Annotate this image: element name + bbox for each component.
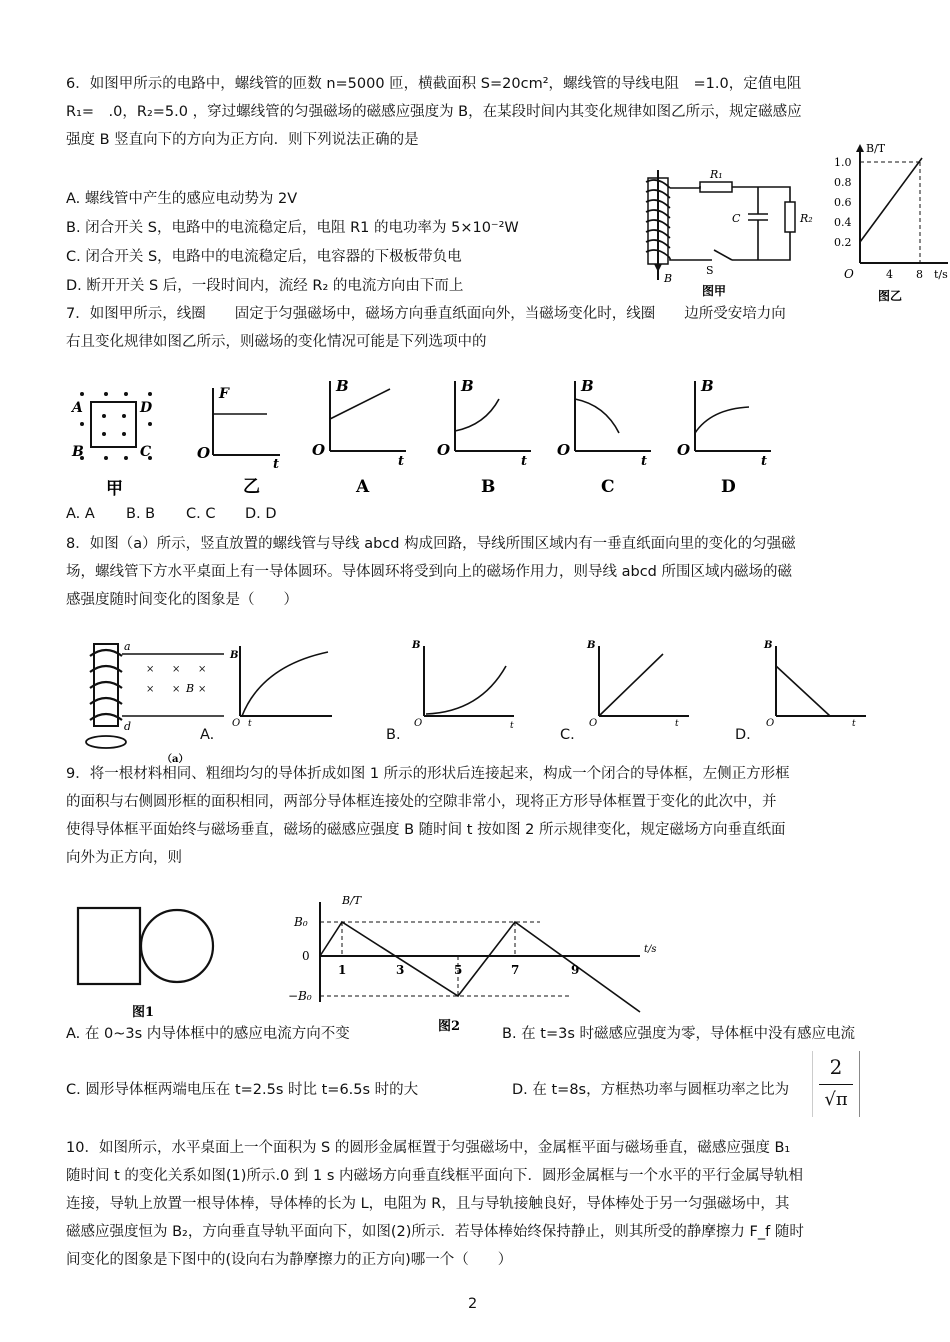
q9-xtick-3: 3: [396, 963, 405, 977]
q9-xtick-5: 5: [454, 963, 463, 977]
q8-d-o: O: [766, 718, 775, 729]
q6-xtick-4: 4: [886, 268, 893, 281]
svg-text:×: ×: [172, 664, 181, 675]
q8-option-a[interactable]: A.: [200, 727, 215, 743]
q7-option-d[interactable]: D. D: [245, 506, 277, 522]
q7-label-c: C: [601, 477, 615, 497]
q8-line2: 场，螺线管下方水平桌面上有一导体圆环。导体圆环将受到向上的磁场作用力，则导线 abcd 所围区域内磁场的磁: [66, 564, 792, 580]
q10-line3: 连接，导轨上放置一根导体棒，导体棒的长为 L，电阻为 R，且与导轨接触良好，导体棒处于另一匀强磁场中，其: [66, 1196, 790, 1212]
q9-fig2-graph: [280, 892, 675, 1042]
q8-a-t: t: [248, 719, 252, 729]
q7-corner-a: A: [72, 400, 83, 416]
q7-option-a-graph: [310, 375, 410, 500]
q6-c-label: C: [732, 212, 741, 225]
svg-text:×: ×: [146, 684, 155, 695]
q6-fig-yi-caption: 图乙: [878, 289, 903, 303]
q9-option-c[interactable]: C. 圆形导体框两端电压在 t=2.5s 时比 t=6.5s 时的大: [66, 1082, 419, 1098]
q6-line3: 强度 B 竖直向下的方向为正方向．则下列说法正确的是: [66, 132, 419, 148]
q10-line2: 随时间 t 的变化关系如图(1)所示.0 到 1 s 内磁场方向垂直线框平面向下．圆形金属框与一个水平的平行金属导轨相: [66, 1168, 803, 1184]
q6-line1: 6．如图甲所示的电路中，螺线管的匝数 n=5000 匝，横截面积 S=20cm²，螺线管的导线电阻 =1.0，定值电阻: [66, 76, 802, 92]
q9-fig2-b0: B₀: [294, 915, 308, 929]
q9-fig1-caption: 图1: [132, 1005, 155, 1020]
q9-line2: 的面积与右侧圆形框的面积相同，两部分导体框连接处的空隙非常小，现将正方形导体框置于变化的此次中，并: [66, 794, 777, 810]
q6-option-d[interactable]: D. 断开开关 S 后，一段时间内，流经 R₂ 的电流方向由下而上: [66, 278, 464, 294]
q9-frac-num: 2: [829, 1055, 843, 1079]
q7-b-o: O: [437, 441, 451, 459]
q6-line2: R₁= .0，R₂=5.0 ，穿过螺线管的匀强磁场的磁感应强度为 B，在某段时间内其变化规律如图乙所示，规定磁感应: [66, 104, 802, 120]
q8-c-o: O: [589, 718, 598, 729]
q7-a-o: O: [312, 441, 326, 459]
q6-ytick-02: 0.2: [834, 236, 852, 249]
q9-option-d[interactable]: D. 在 t=8s，方框热功率与圆框功率之比为: [512, 1082, 790, 1098]
q6-graph-ylabel: B/T: [866, 142, 886, 155]
q9-fig2-zero: 0: [302, 949, 310, 963]
q7-option-c-graph: [555, 375, 655, 500]
q8-line3: 感强度随时间变化的图象是（ ）: [66, 592, 298, 608]
q9-line1: 9．将一根材料相同、粗细均匀的导体折成如图 1 所示的形状后连接起来，构成一个闭合的导体框，左侧正方形框: [66, 766, 790, 782]
q10-line5: 间变化的图象是下图中的(设向右为静摩擦力的正方向)哪一个（ ）: [66, 1252, 513, 1268]
q8-option-d-graph: [762, 636, 872, 729]
q6-ytick-06: 0.6: [834, 196, 852, 209]
q8-d-y: B: [764, 640, 773, 651]
q9-fig2-caption: 图2: [438, 1019, 461, 1034]
q6-ytick-08: 0.8: [834, 176, 852, 189]
q7-line1: 7．如图甲所示，线圈 固定于匀强磁场中，磁场方向垂直纸面向外，当磁场变化时，线圈 边所受安培力向: [66, 306, 786, 322]
q7-d-o: O: [677, 441, 691, 459]
q8-fig-a: [84, 636, 234, 766]
q7-corner-c: C: [140, 444, 152, 460]
q7-fig-jia: [66, 390, 166, 500]
q6-ytick-04: 0.4: [834, 216, 852, 229]
q7-corner-b: B: [72, 444, 84, 460]
q8-stem: [66, 530, 890, 614]
q9-stem: [66, 760, 890, 872]
q7-b-y: B: [461, 377, 474, 395]
q6-r1-label: R₁: [710, 168, 723, 181]
q8-a-o: O: [232, 718, 241, 729]
q9-fig1: [76, 904, 226, 1024]
q8-option-a-graph: [228, 636, 338, 729]
q7-fig-yi: [195, 380, 285, 500]
q8-d-t: t: [852, 719, 856, 729]
q7-yi-t: t: [273, 457, 280, 472]
q8-option-d[interactable]: D.: [735, 727, 751, 743]
q6-option-b[interactable]: B. 闭合开关 S，电路中的电流稳定后，电阻 R1 的电功率为 5×10⁻²W: [66, 220, 519, 236]
q8-option-c-graph: [585, 636, 695, 729]
q8-b-y: B: [412, 640, 421, 651]
q6-circuit-diagram: [640, 160, 830, 300]
q8-option-b[interactable]: B.: [386, 727, 401, 743]
q7-option-a[interactable]: A. A: [66, 506, 95, 522]
q7-b-t: t: [521, 454, 528, 469]
svg-text:×: ×: [172, 684, 181, 695]
q7-c-y: B: [581, 377, 594, 395]
q7-c-t: t: [641, 454, 648, 469]
q9-fig2-xlabel: t/s: [644, 944, 657, 955]
q9-fig2-ylabel: B/T: [342, 894, 362, 907]
q8-d-label: d: [124, 720, 132, 733]
q6-graph-origin: O: [844, 267, 854, 281]
q7-line2: 右且变化规律如图乙所示，则磁场的变化情况可能是下列选项中的: [66, 334, 487, 350]
q8-b-label: B: [186, 682, 195, 695]
q7-option-b-graph: [435, 375, 535, 500]
q9-xtick-1: 1: [338, 963, 347, 977]
q10-line4: 磁感应强度恒为 B₂，方向垂直导轨平面向下，如图(2)所示．若导体棒始终保持静止，则其所受的静摩擦力 F_f 随时: [66, 1224, 804, 1240]
q8-b-t: t: [510, 721, 514, 731]
q7-label-d: D: [721, 477, 736, 497]
q7-stem: [66, 300, 890, 356]
q8-line1: 8．如图（a）所示，竖直放置的螺线管与导线 abcd 构成回路，导线所围区域内有一垂直纸面向里的变化的匀强磁: [66, 536, 796, 552]
q9-xtick-9: 9: [571, 963, 580, 977]
q9-line4: 向外为正方向，则: [66, 850, 182, 866]
q7-d-y: B: [701, 377, 714, 395]
q7-corner-d: D: [140, 400, 153, 416]
q6-xtick-8: 8: [916, 268, 923, 281]
q7-c-o: O: [557, 441, 571, 459]
q10-stem: [66, 1134, 890, 1274]
q6-graph-xlabel: t/s: [934, 268, 948, 281]
q6-ytick-1: 1.0: [834, 156, 852, 169]
q7-label-a: A: [356, 477, 370, 497]
q6-s-label: S: [706, 264, 714, 277]
q7-label-jia: 甲: [106, 479, 123, 499]
svg-text:×: ×: [198, 664, 207, 675]
q6-fig-jia-caption: 图甲: [702, 284, 727, 298]
q6-bt-graph: [830, 138, 950, 308]
q6-b-label: B: [664, 272, 673, 285]
q8-c-y: B: [587, 640, 596, 651]
q8-a-y: B: [230, 650, 239, 661]
q7-a-y: B: [336, 377, 349, 395]
q9-xtick-7: 7: [511, 963, 520, 977]
svg-text:×: ×: [198, 684, 207, 695]
q7-a-t: t: [398, 454, 405, 469]
q8-fig-a-caption: （a）: [162, 754, 189, 765]
q7-yi-y: F: [219, 386, 229, 402]
q9-option-b[interactable]: B. 在 t=3s 时磁感应强度为零，导体框中没有感应电流: [502, 1026, 855, 1042]
q9-line3: 使得导体框平面始终与磁场垂直，磁场的磁感应强度 B 随时间 t 按如图 2 所示规律变化，规定磁场方向垂直纸面: [66, 822, 786, 838]
q8-b-o: O: [414, 718, 423, 729]
q8-c-t: t: [675, 719, 679, 729]
page-number: 2: [468, 1296, 478, 1312]
q8-a-label: a: [124, 640, 131, 653]
q9-frac-den: √π: [824, 1089, 848, 1110]
q7-label-yi: 乙: [243, 477, 260, 497]
q7-yi-o: O: [197, 444, 211, 462]
q8-option-c[interactable]: C.: [560, 727, 575, 743]
q7-option-c[interactable]: C. C: [186, 506, 216, 522]
svg-text:×: ×: [146, 664, 155, 675]
q7-d-t: t: [761, 454, 768, 469]
q6-option-c[interactable]: C. 闭合开关 S，电路中的电流稳定后，电容器的下极板带负电: [66, 249, 462, 265]
q6-option-a[interactable]: A. 螺线管中产生的感应电动势为 2V: [66, 191, 298, 207]
q6-r2-label: R₂: [800, 212, 813, 225]
q10-line1: 10．如图所示，水平桌面上一个面积为 S 的圆形金属框置于匀强磁场中，金属框平面与磁场垂直，磁感应强度 B₁: [66, 1140, 791, 1156]
q9-option-a[interactable]: A. 在 0~3s 内导体框中的感应电流方向不变: [66, 1026, 350, 1042]
q7-option-b[interactable]: B. B: [126, 506, 156, 522]
q9-fig2-nb0: −B₀: [288, 989, 312, 1003]
q7-label-b: B: [481, 477, 496, 497]
q8-option-b-graph: [410, 636, 520, 731]
q7-option-d-graph: [675, 375, 775, 500]
q9-option-d-fraction: [812, 1051, 860, 1117]
q6-stem: [66, 70, 890, 154]
